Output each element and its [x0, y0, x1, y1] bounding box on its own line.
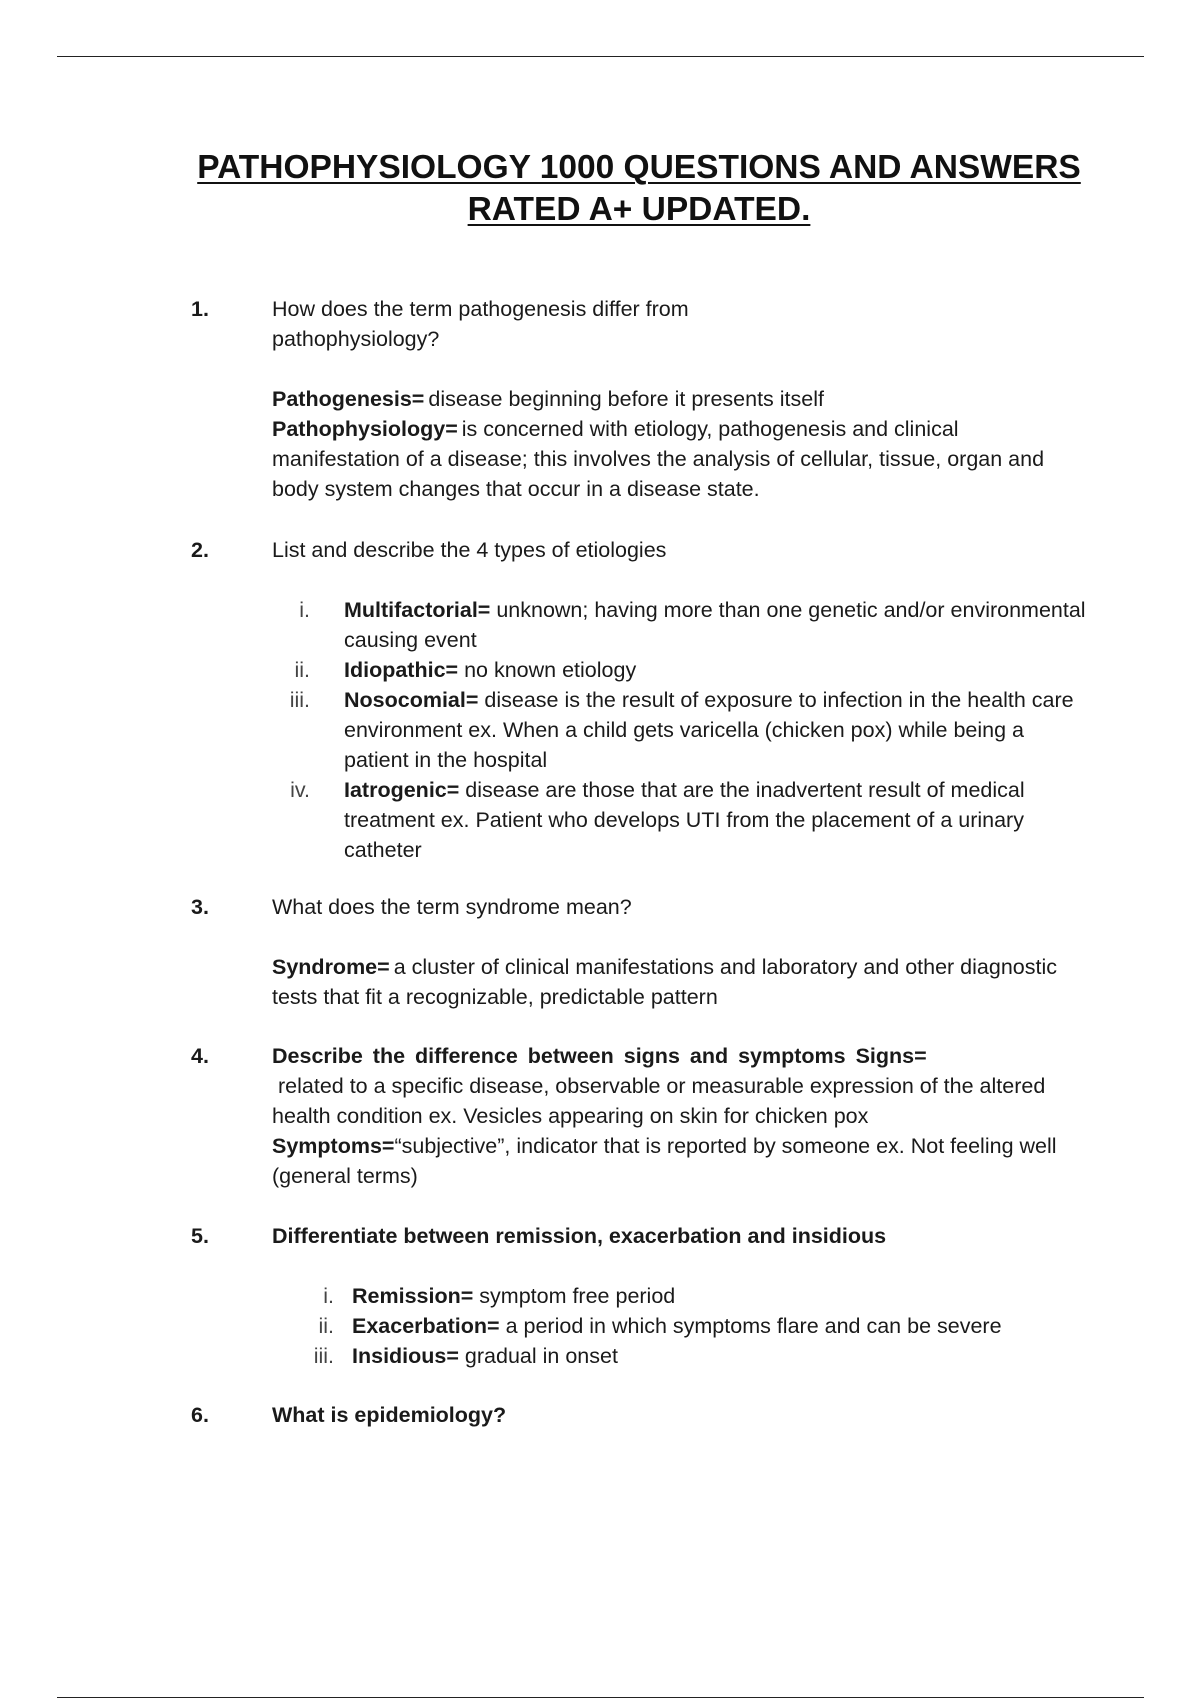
roman-numeral: ii. [294, 658, 310, 682]
question-number: 6. [191, 1403, 209, 1427]
item-term: Exacerbation= [352, 1314, 500, 1338]
item-text: gradual in onset [464, 1344, 618, 1368]
question-number: 5. [191, 1224, 209, 1248]
answer-line [272, 384, 1092, 414]
list-item [272, 1281, 1092, 1311]
answer-block [272, 952, 1092, 1012]
item-term: Remission= [352, 1284, 474, 1308]
answer-term: Symptoms= [272, 1134, 395, 1158]
roman-numeral: iii. [313, 1344, 334, 1368]
question-text-line-2: pathophysiology? [272, 327, 440, 351]
answer-text: disease beginning before it presents itself [428, 387, 824, 411]
question-number: 1. [191, 297, 209, 321]
question-number: 2. [191, 538, 209, 562]
question-text: List and describe the 4 types of etiologies [272, 538, 667, 562]
item-term: Insidious= [352, 1344, 459, 1368]
answer-term: Syndrome= [272, 955, 390, 979]
answer-line [272, 1131, 1092, 1191]
item-term: Idiopathic= [344, 658, 459, 682]
document-title [160, 147, 1118, 231]
question-text-line-1: How does the term pathogenesis differ from [272, 297, 689, 321]
answer-term: Pathogenesis= [272, 387, 425, 411]
item-text: a period in which symptoms flare and can be severe [505, 1314, 1002, 1338]
answer-text: a cluster of clinical manifestations and laboratory and other diagnostic tests that fit a recognizable, predictable pattern [272, 955, 1057, 1009]
etiology-list [272, 595, 1092, 865]
roman-numeral: i. [323, 1284, 334, 1308]
footer-rule [57, 1697, 1144, 1698]
roman-numeral: iii. [289, 688, 310, 712]
item-text: disease are those that are the inadvertent result of medical treatment ex. Patient who develops UTI from the placement of a urinary catheter [344, 778, 1025, 862]
answer-block [272, 384, 1092, 504]
roman-numeral: i. [299, 598, 310, 622]
title-line-1: PATHOPHYSIOLOGY 1000 QUESTIONS AND ANSWERS [197, 149, 1081, 186]
answer-line [272, 952, 1092, 1012]
question-text: Describe the difference between signs and symptoms Signs= [272, 1044, 927, 1068]
item-term: Iatrogenic= [344, 778, 460, 802]
question-text: What is epidemiology? [272, 1403, 507, 1427]
list-item [272, 775, 1092, 865]
roman-numeral: iv. [290, 778, 310, 802]
list-item [272, 1311, 1092, 1341]
answer-term: Pathophysiology= [272, 417, 458, 441]
roman-numeral: ii. [318, 1314, 334, 1338]
list-item [272, 685, 1092, 775]
question-text: Differentiate between remission, exacerbation and insidious [272, 1224, 887, 1248]
item-term: Nosocomial= [344, 688, 479, 712]
question-text: What does the term syndrome mean? [272, 895, 632, 919]
answer-text: “subjective”, indicator that is reported by someone ex. Not feeling well (general terms) [272, 1134, 1057, 1188]
answer-text: is concerned with etiology, pathogenesis and clinical manifestation of a disease; this involves the analysis of cellular, tissue, organ and body system changes that occur in a disease state. [272, 417, 1045, 501]
list-item [272, 655, 1092, 685]
item-text: disease is the result of exposure to infection in the health care environment ex. When a child gets varicella (chicken pox) while being a patient in the hospital [344, 688, 1074, 772]
signs-definition: related to a specific disease, observable or measurable expression of the altered health condition ex. Vesicles appearing on skin for chicken pox [272, 1074, 1046, 1128]
item-text: symptom free period [479, 1284, 676, 1308]
question-number: 4. [191, 1044, 209, 1068]
item-text: no known etiology [464, 658, 637, 682]
item-text: unknown; having more than one genetic and/or environmental causing event [344, 598, 1086, 652]
list-item [272, 595, 1092, 655]
item-term: Multifactorial= [344, 598, 491, 622]
list-item [272, 1341, 1092, 1371]
title-line-2: RATED A+ UPDATED. [467, 191, 811, 228]
question-number: 3. [191, 895, 209, 919]
answer-line [272, 414, 1092, 504]
definition-list [272, 1281, 1092, 1371]
header-rule [57, 56, 1144, 57]
